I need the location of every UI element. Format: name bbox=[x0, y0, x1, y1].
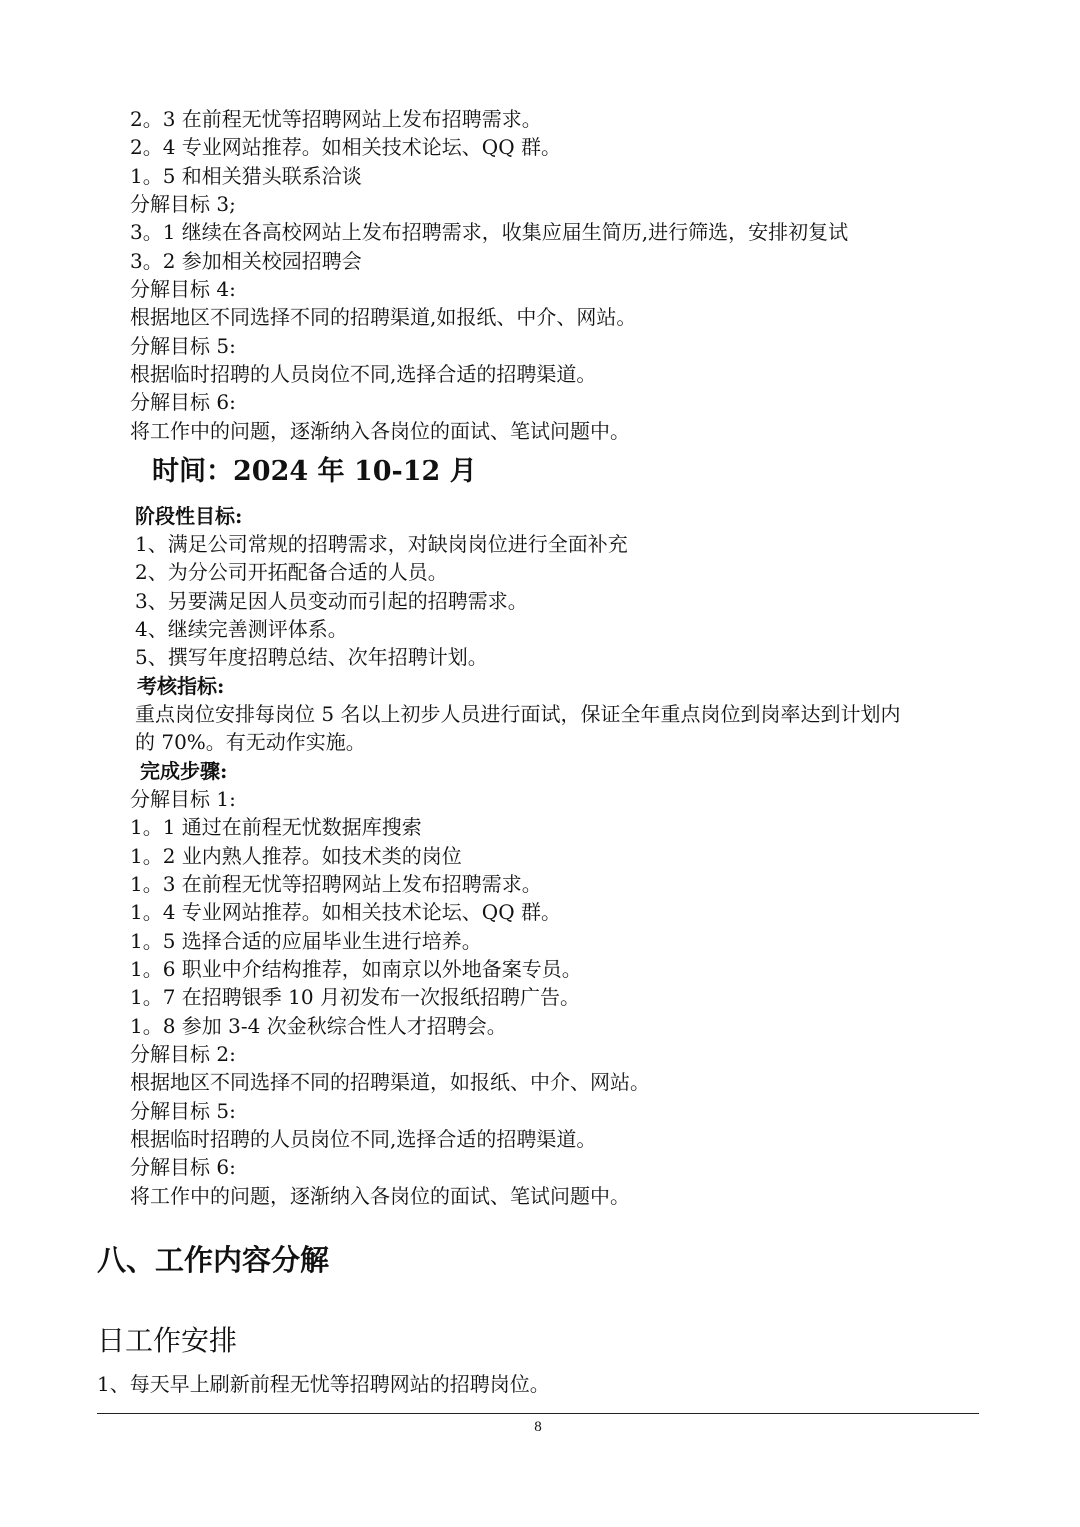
footer-rule bbox=[97, 1413, 979, 1414]
kpi-line: 的 70%。有无动作实施。 bbox=[135, 730, 366, 754]
body-line: 2。3 在前程无忧等招聘网站上发布招聘需求。 bbox=[130, 107, 542, 131]
page-number: 8 bbox=[534, 1419, 542, 1435]
kpi-label: 考核指标: bbox=[137, 674, 225, 698]
body-line: 1。8 参加 3-4 次金秋综合性人才招聘会。 bbox=[130, 1014, 507, 1038]
body-line: 1。2 业内熟人推荐。如技术类的岗位 bbox=[130, 844, 462, 868]
body-line: 根据地区不同选择不同的招聘渠道,如报纸、中介、网站。 bbox=[130, 305, 637, 329]
body-line: 分解目标 3; bbox=[130, 192, 236, 216]
body-line: 将工作中的问题，逐渐纳入各岗位的面试、笔试问题中。 bbox=[130, 419, 630, 443]
body-line: 1。5 和相关猎头联系洽谈 bbox=[130, 164, 362, 188]
body-line: 分解目标 5: bbox=[130, 1099, 236, 1123]
stage-goal-item: 3、另要满足因人员变动而引起的招聘需求。 bbox=[135, 589, 528, 613]
section-heading: 八、工作内容分解 bbox=[97, 1243, 330, 1277]
body-line: 分解目标 2: bbox=[130, 1042, 236, 1066]
body-line: 分解目标 4: bbox=[130, 277, 236, 301]
steps-label: 完成步骤: bbox=[140, 759, 228, 783]
daily-item: 1、每天早上刷新前程无忧等招聘网站的招聘岗位。 bbox=[97, 1372, 550, 1396]
body-line: 将工作中的问题，逐渐纳入各岗位的面试、笔试问题中。 bbox=[130, 1184, 630, 1208]
body-line: 1。6 职业中介结构推荐，如南京以外地备案专员。 bbox=[130, 957, 582, 981]
body-line: 分解目标 1: bbox=[130, 787, 236, 811]
subsection-heading: 日工作安排 bbox=[97, 1324, 238, 1357]
body-line: 分解目标 5: bbox=[130, 334, 236, 358]
kpi-line: 重点岗位安排每岗位 5 名以上初步人员进行面试，保证全年重点岗位到岗率达到计划内 bbox=[135, 702, 901, 726]
body-line: 根据临时招聘的人员岗位不同,选择合适的招聘渠道。 bbox=[130, 1127, 597, 1151]
time-heading: 时间：2024 年 10-12 月 bbox=[152, 456, 477, 487]
body-line: 1。3 在前程无忧等招聘网站上发布招聘需求。 bbox=[130, 872, 542, 896]
body-line: 3。2 参加相关校园招聘会 bbox=[130, 249, 362, 273]
body-line: 根据地区不同选择不同的招聘渠道，如报纸、中介、网站。 bbox=[130, 1070, 650, 1094]
body-line: 1。4 专业网站推荐。如相关技术论坛、QQ 群。 bbox=[130, 900, 561, 924]
body-line: 3。1 继续在各高校网站上发布招聘需求，收集应届生简历,进行筛选，安排初复试 bbox=[130, 220, 849, 244]
body-line: 根据临时招聘的人员岗位不同,选择合适的招聘渠道。 bbox=[130, 362, 597, 386]
body-line: 分解目标 6: bbox=[130, 390, 236, 414]
body-line: 1。5 选择合适的应届毕业生进行培养。 bbox=[130, 929, 482, 953]
body-line: 2。4 专业网站推荐。如相关技术论坛、QQ 群。 bbox=[130, 135, 561, 159]
body-line: 1。1 通过在前程无忧数据库搜索 bbox=[130, 815, 422, 839]
stage-goal-item: 5、撰写年度招聘总结、次年招聘计划。 bbox=[135, 645, 488, 669]
body-line: 分解目标 6: bbox=[130, 1155, 236, 1179]
stage-goal-item: 1、满足公司常规的招聘需求，对缺岗岗位进行全面补充 bbox=[135, 532, 628, 556]
stage-goal-item: 4、继续完善测评体系。 bbox=[135, 617, 348, 641]
body-line: 1。7 在招聘银季 10 月初发布一次报纸招聘广告。 bbox=[130, 985, 580, 1009]
stage-goal-item: 2、为分公司开拓配备合适的人员。 bbox=[135, 560, 448, 584]
stage-goal-label: 阶段性目标: bbox=[135, 504, 243, 528]
